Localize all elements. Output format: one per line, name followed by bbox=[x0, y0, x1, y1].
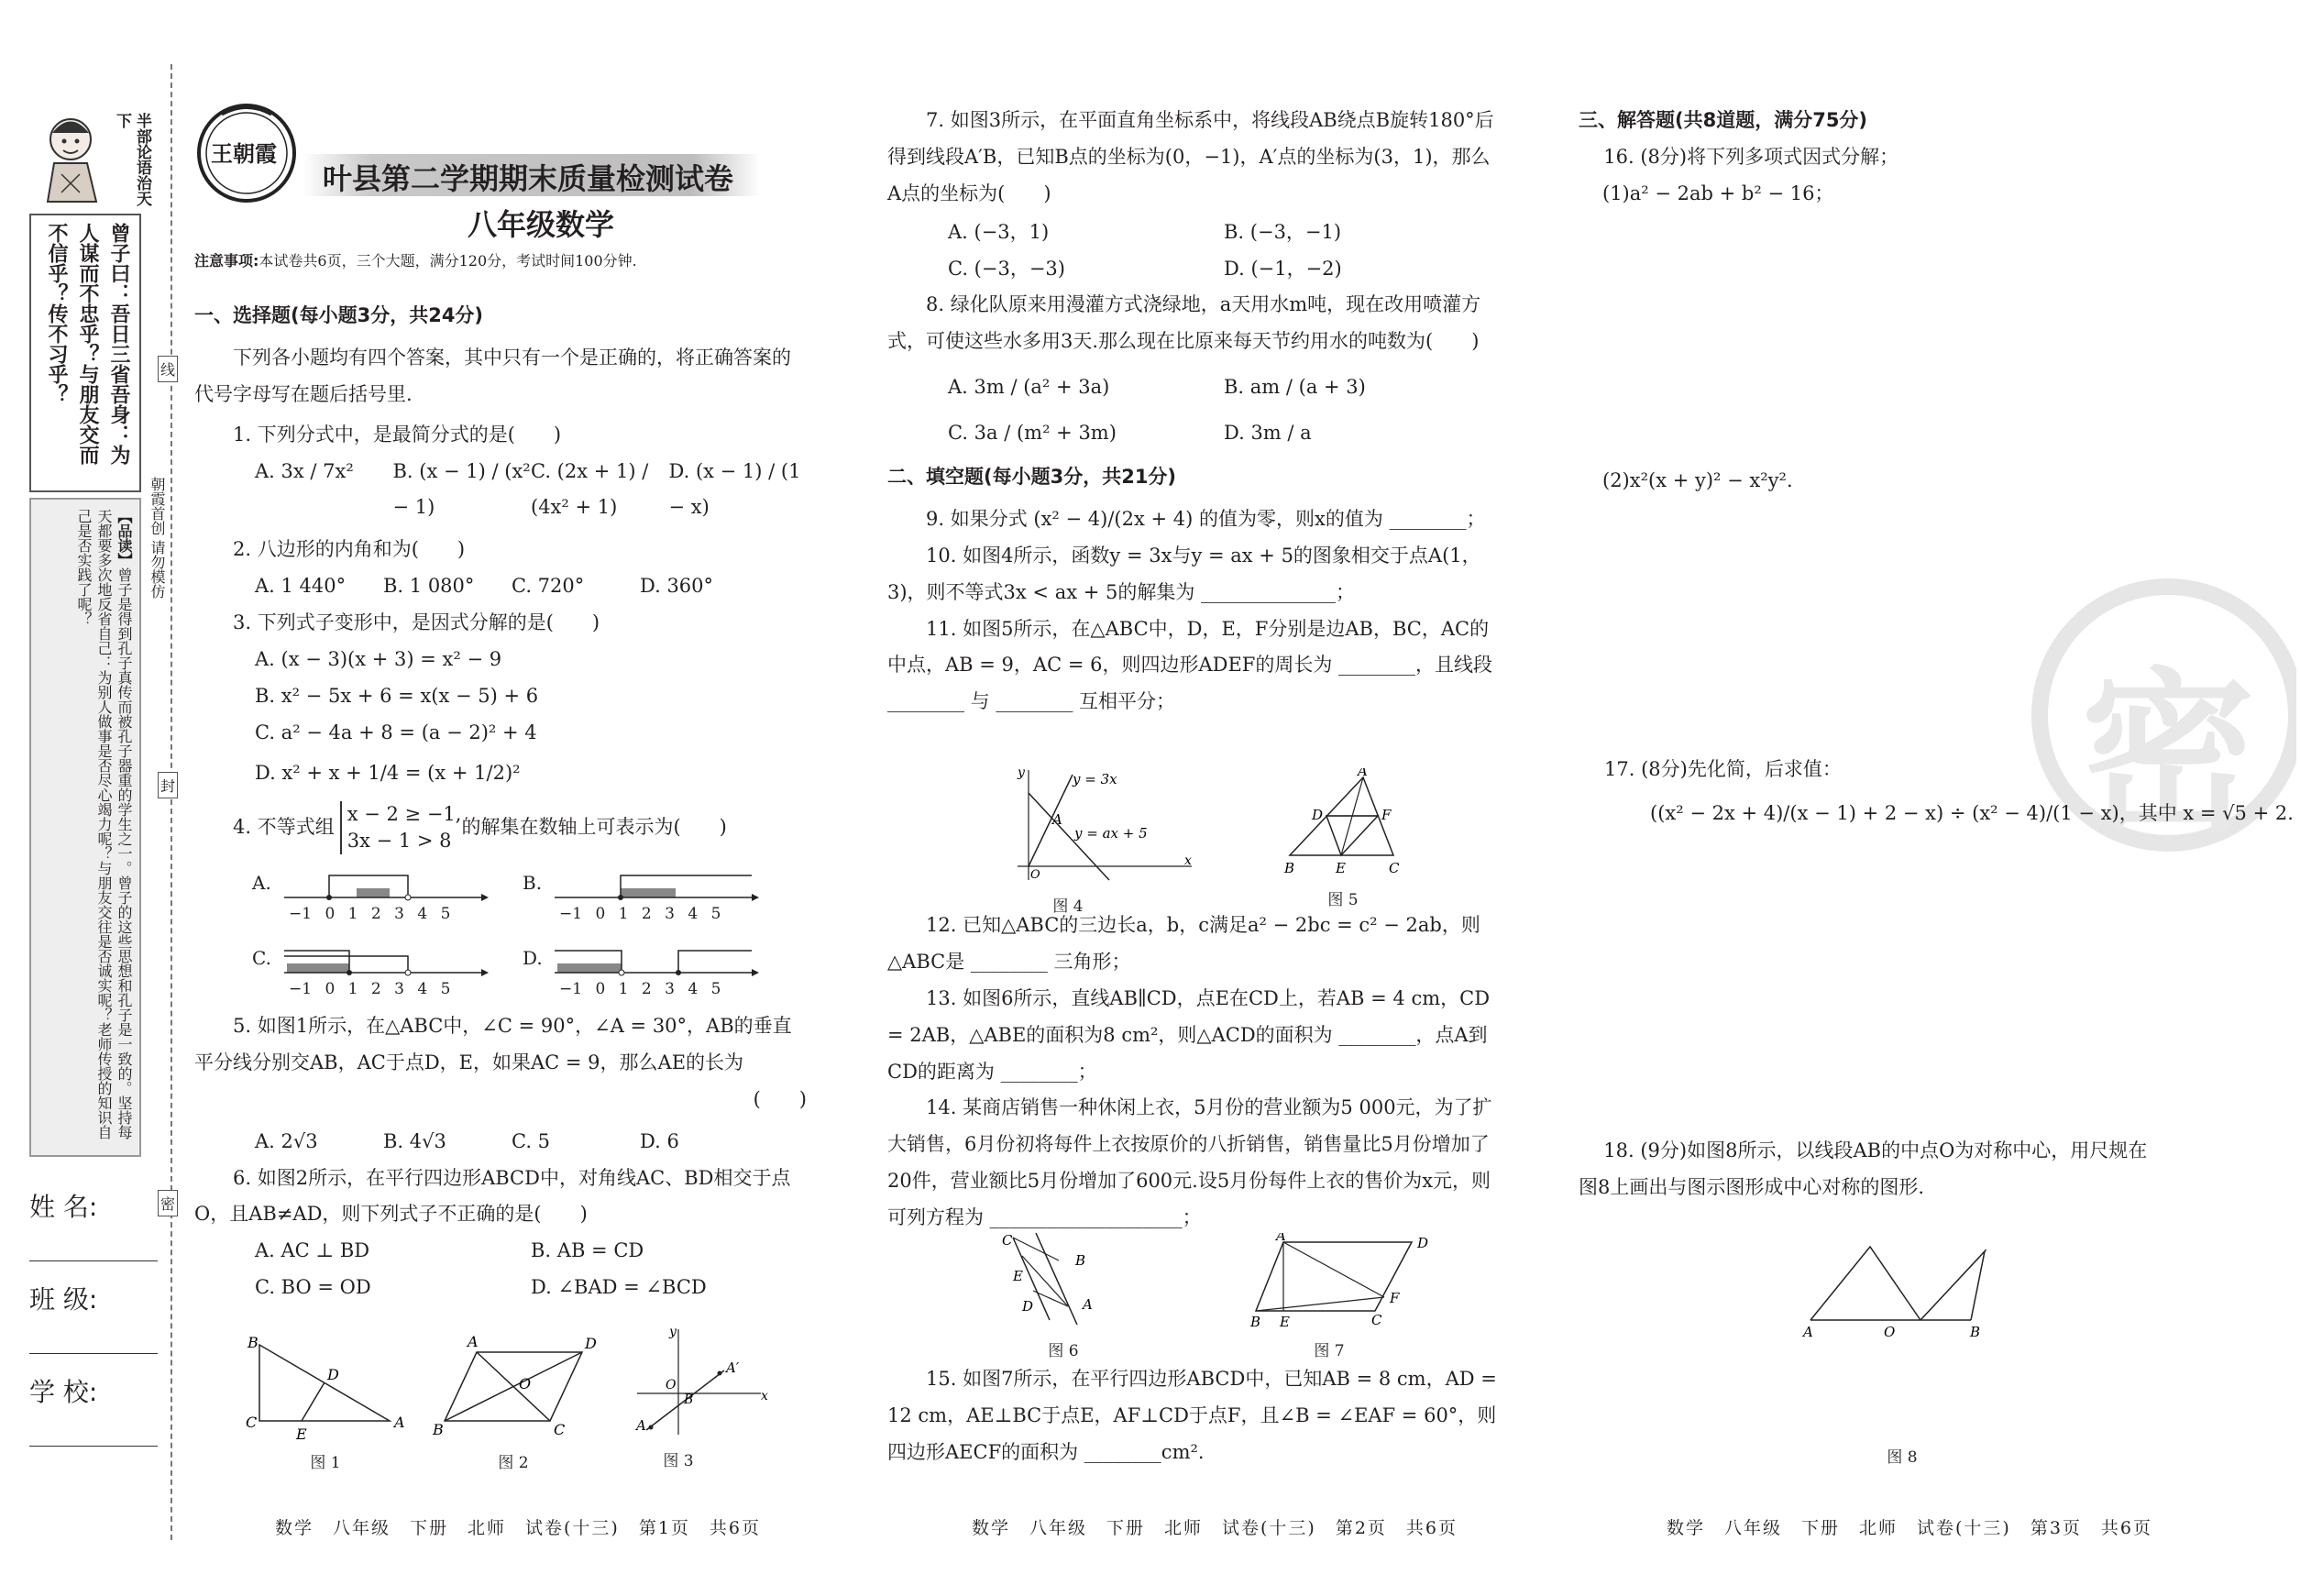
page2-body-2 bbox=[887, 908, 1500, 1237]
q8-option-a[interactable]: A. 3m / (a² + 3a) bbox=[948, 376, 1110, 399]
svg-text:A: A bbox=[1803, 1324, 1813, 1338]
fig2-parallelogram bbox=[431, 1334, 596, 1444]
student-info bbox=[29, 1187, 158, 1447]
fig8-shape bbox=[1792, 1238, 2012, 1338]
q5-paren: ( ) bbox=[753, 1087, 807, 1110]
svg-text:B: B bbox=[1250, 1314, 1261, 1330]
q7-option-a[interactable]: A. (−3，1) bbox=[948, 220, 1050, 243]
q4-ticks-a: −1 0 1 2 3 4 5 bbox=[289, 905, 451, 923]
q8-options-row1 bbox=[887, 369, 1500, 406]
svg-text:E: E bbox=[1280, 1314, 1290, 1330]
svg-text:A′: A′ bbox=[726, 1359, 740, 1376]
svg-text:C: C bbox=[554, 1421, 566, 1438]
q4-ticks-c: −1 0 1 2 3 4 5 bbox=[289, 980, 451, 998]
q7-stem: 7. 如图3所示，在平面直角坐标系中，将线段AB绕点B旋转180°后得到线段A′B，已知B点的坐标为(0，−1)，A′点的坐标为(3，1)，那么A点的坐标为( ) bbox=[887, 109, 1494, 204]
q16-part2: (2)x²(x + y)² − x²y². bbox=[1602, 469, 1793, 491]
fig6-caption: 图 6 bbox=[1048, 1342, 1079, 1360]
svg-text:A: A bbox=[1358, 768, 1368, 779]
q1-option-b[interactable]: B. (x − 1) / (x² − 1) bbox=[392, 459, 531, 519]
q1-option-c[interactable]: C. (2x + 1) / (4x² + 1) bbox=[531, 459, 649, 519]
section3-title: 三、解答题(共8道题，满分75分) bbox=[1579, 109, 1868, 131]
q4-label-b: B. bbox=[523, 872, 543, 894]
q7-option-b[interactable]: B. (−3，−1) bbox=[1224, 220, 1342, 243]
svg-text:D: D bbox=[1312, 807, 1324, 823]
svg-text:x: x bbox=[761, 1389, 768, 1403]
pindu-text bbox=[73, 509, 134, 1146]
q14: 14. 某商店销售一种休闲上衣，5月份的营业额为5 000元，为了扩大销售，6月份初将每件上衣按原价的八折销售，销售量比5月份增加了20件，营业额比5月份增加了600元.设5月份每件上衣的售价为x元，则可列方程为 ____________________； bbox=[887, 1096, 1492, 1229]
q3-option-a[interactable]: A. (x − 3)(x + 3) = x² − 9 bbox=[255, 648, 502, 671]
q4-label-c: C. bbox=[252, 947, 271, 969]
fig4-caption: 图 4 bbox=[1052, 897, 1084, 916]
quote-box bbox=[29, 214, 141, 492]
q10: 10. 如图4所示，函数y = 3x与y = ax + 5的图象相交于点A(1，3)，则不等式3x < ax + 5的解集为 ______________； bbox=[887, 544, 1481, 603]
svg-text:D: D bbox=[585, 1335, 596, 1352]
figure-2 bbox=[431, 1334, 596, 1472]
notice bbox=[194, 249, 637, 270]
fig3-caption: 图 3 bbox=[663, 1452, 694, 1470]
name-field[interactable] bbox=[29, 1224, 158, 1261]
q17-expr: ((x² − 2x + 4)/(x − 1) + 2 − x) ÷ (x² − 4)/(1 − x)，其中 x = √5 + 2. bbox=[1650, 802, 2294, 824]
seal-char-1: 线 bbox=[158, 356, 178, 382]
q6-option-d[interactable]: D. ∠BAD = ∠BCD bbox=[531, 1276, 707, 1299]
fig1-triangle bbox=[243, 1334, 408, 1444]
footer-page1: 数学 八年级 下册 北师 试卷(十三) 第1页 共6页 bbox=[275, 1518, 762, 1538]
svg-text:B: B bbox=[248, 1334, 259, 1351]
q8-option-d[interactable]: D. 3m / a bbox=[1224, 422, 1312, 445]
q12: 12. 已知△ABC的三边长a，b，c满足a² − 2bc = c² − 2ab，则△ABC是 ________ 三角形； bbox=[887, 914, 1480, 973]
q4-label-d: D. bbox=[523, 947, 543, 969]
svg-text:C: C bbox=[1371, 1312, 1382, 1328]
q9: 9. 如果分式 (x² − 4)/(2x + 4) 的值为零，则x的值为 ________； bbox=[926, 507, 1486, 530]
section1-title: 一、选择题(每小题3分，共24分) bbox=[194, 304, 484, 326]
q2-option-b[interactable]: B. 1 080° bbox=[383, 575, 475, 598]
class-field[interactable] bbox=[29, 1316, 158, 1354]
q4-stem-post: 的解集在数轴上可表示为( ) bbox=[461, 816, 727, 839]
fig5-triangle bbox=[1279, 768, 1407, 883]
svg-text:D: D bbox=[1022, 1298, 1034, 1315]
svg-text:A: A bbox=[1052, 811, 1062, 828]
motto-top: 半部论语治天下 bbox=[113, 113, 151, 206]
fig8-caption: 图 8 bbox=[1887, 1448, 1918, 1467]
q1-option-a[interactable]: A. 3x / 7x² bbox=[255, 459, 354, 482]
exam-title: 叶县第二学期期末质量检测试卷 bbox=[323, 161, 734, 196]
q5-options bbox=[194, 1124, 768, 1161]
svg-text:B: B bbox=[684, 1392, 694, 1407]
figure-7 bbox=[1247, 1233, 1448, 1360]
q1-options bbox=[194, 454, 807, 527]
svg-text:B: B bbox=[1075, 1252, 1086, 1269]
sage-cartoon bbox=[34, 110, 112, 206]
svg-text:F: F bbox=[1390, 1290, 1400, 1306]
q6-option-c[interactable]: C. BO = OD bbox=[255, 1276, 371, 1299]
q7-option-d[interactable]: D. (−1，−2) bbox=[1224, 257, 1342, 280]
q16-part1: (1)a² − 2ab + b² − 16； bbox=[1602, 182, 1834, 204]
binding-line bbox=[171, 64, 172, 1540]
pindu-box bbox=[29, 498, 141, 1157]
q7-options-row2 bbox=[887, 251, 1500, 288]
q18: 18. (9分)如图8所示，以线段AB的中点O为对称中心，用尺规在图8上画出与图示图形成中心对称的图形. bbox=[1579, 1139, 2148, 1198]
sidebar bbox=[29, 105, 149, 1160]
q8-option-c[interactable]: C. 3a / (m² + 3m) bbox=[948, 422, 1117, 445]
svg-text:D: D bbox=[1417, 1235, 1429, 1251]
section2-title: 二、填空题(每小题3分，共21分) bbox=[887, 466, 1177, 489]
q4-stem bbox=[194, 801, 807, 855]
q4-ticks-d: −1 0 1 2 3 4 5 bbox=[559, 980, 721, 998]
svg-text:x: x bbox=[1184, 853, 1192, 868]
svg-text:y: y bbox=[1018, 765, 1025, 780]
page1-body-2 bbox=[194, 1008, 807, 1306]
q4-system bbox=[340, 801, 462, 855]
pindu-body: 曾子是得到孔子真传而被孔子器重的学生之一。曾子的这些思想和孔子是一致的。坚持每天都要多次地反省自己：为别人做事是否尽心竭力呢？与朋友交往是否诚实呢？老师传授的知识自己是否实践了呢？ bbox=[75, 509, 133, 1139]
svg-text:y = 3x: y = 3x bbox=[1073, 771, 1117, 787]
svg-text:y: y bbox=[669, 1325, 677, 1339]
footer-page2: 数学 八年级 下册 北师 试卷(十三) 第2页 共6页 bbox=[972, 1518, 1458, 1538]
figure-6 bbox=[995, 1228, 1132, 1360]
svg-text:A: A bbox=[394, 1414, 405, 1431]
fig5-caption: 图 5 bbox=[1327, 891, 1359, 909]
q2-option-d[interactable]: D. 360° bbox=[640, 575, 714, 598]
q6-options-row1 bbox=[194, 1233, 807, 1270]
figure-4 bbox=[1008, 765, 1192, 916]
q5-stem: 5. 如图1所示，在△ABC中，∠C = 90°，∠A = 30°，AB的垂直平分线分别交AB，AC于点D，E，如果AC = 9，那么AE的长为 bbox=[194, 1015, 792, 1073]
section1-intro: 下列各小题均有四个答案，其中只有一个是正确的，将正确答案的代号字母写在题后括号里. bbox=[194, 346, 791, 405]
q3-stem: 3. 下列式子变形中，是因式分解的是( ) bbox=[233, 611, 600, 634]
svg-text:F: F bbox=[1381, 807, 1392, 823]
q2-stem: 2. 八边形的内角和为( ) bbox=[233, 538, 466, 561]
svg-text:B: B bbox=[1284, 860, 1295, 876]
q3-option-d[interactable]: D. x² + x + 1/4 = (x + 1/2)² bbox=[255, 761, 521, 784]
q2-options bbox=[194, 568, 768, 605]
q2-option-c[interactable]: C. 720° bbox=[512, 575, 585, 598]
q2-option-a[interactable]: A. 1 440° bbox=[255, 575, 347, 598]
q8-option-b[interactable]: B. am / (a + 3) bbox=[1224, 376, 1366, 399]
q5-option-b[interactable]: B. 4√3 bbox=[383, 1129, 446, 1152]
school-label: 学 校: bbox=[29, 1377, 98, 1407]
svg-text:O: O bbox=[1884, 1324, 1896, 1338]
q6-stem: 6. 如图2所示，在平行四边形ABCD中，对角线AC、BD相交于点O，且AB≠AD，则下列式子不正确的是( ) bbox=[194, 1166, 791, 1226]
q3-option-b[interactable]: B. x² − 5x + 6 = x(x − 5) + 6 bbox=[255, 684, 539, 707]
svg-text:E: E bbox=[1013, 1268, 1023, 1284]
svg-text:O: O bbox=[519, 1375, 532, 1392]
q17: 17. (8分)先化简，后求值： bbox=[1604, 758, 1842, 780]
q5-option-d[interactable]: D. 6 bbox=[640, 1129, 679, 1152]
fig3-coordinate bbox=[623, 1325, 770, 1444]
logo-text: 王朝霞 bbox=[211, 140, 277, 167]
q8-options-row2 bbox=[887, 415, 1500, 452]
q4-ineq2: 3x − 1 > 8 bbox=[347, 829, 452, 852]
q6-options-row2 bbox=[194, 1270, 807, 1306]
svg-text:D: D bbox=[327, 1366, 339, 1383]
svg-text:A: A bbox=[1276, 1233, 1286, 1244]
q5-option-c[interactable]: C. 5 bbox=[512, 1129, 551, 1152]
svg-text:C: C bbox=[246, 1414, 258, 1431]
header-logo bbox=[194, 101, 300, 206]
q6-option-a[interactable]: A. AC ⊥ BD bbox=[255, 1239, 370, 1262]
seal-char-3: 密 bbox=[158, 1190, 178, 1216]
q16: 16. (8分)将下列多项式因式分解； bbox=[1603, 145, 1899, 168]
fig4-graph bbox=[1008, 765, 1192, 889]
page2-body bbox=[887, 103, 1500, 721]
q4-ticks-b: −1 0 1 2 3 4 5 bbox=[559, 905, 721, 923]
svg-text:O: O bbox=[666, 1378, 677, 1392]
q1-option-d[interactable]: D. (x − 1) / (1 − x) bbox=[668, 459, 801, 519]
page2-body-3 bbox=[887, 1361, 1500, 1471]
class-label: 班 级: bbox=[29, 1284, 98, 1315]
exam-subtitle: 八年级数学 bbox=[468, 207, 615, 242]
footer-page3: 数学 八年级 下册 北师 试卷(十三) 第3页 共6页 bbox=[1667, 1518, 2153, 1538]
fig2-caption: 图 2 bbox=[498, 1454, 529, 1472]
q13: 13. 如图6所示，直线AB∥CD，点E在CD上，若AB = 4 cm，CD = 2AB，△ABE的面积为8 cm²，则△ACD的面积为 ________，点A到CD的距离为 ________； bbox=[887, 986, 1491, 1083]
q8-stem: 8. 绿化队原来用漫灌方式浇绿地，a天用水m吨，现在改用喷灌方式，可使这些水多用3天.那么现在比原来每天节约用水的吨数为( ) bbox=[887, 293, 1481, 353]
q7-options-row1 bbox=[887, 215, 1500, 251]
copyright-note: 朝霞首创 请勿模仿 bbox=[149, 477, 166, 600]
q7-option-c[interactable]: C. (−3，−3) bbox=[948, 257, 1065, 280]
watermark-char: 密 bbox=[2081, 653, 2256, 855]
q4-label-a: A. bbox=[252, 872, 271, 894]
fig7-caption: 图 7 bbox=[1314, 1342, 1345, 1360]
svg-text:B: B bbox=[1970, 1324, 1981, 1338]
q4-numberlines bbox=[252, 866, 784, 1004]
svg-text:E: E bbox=[296, 1425, 307, 1443]
figure-3 bbox=[623, 1325, 770, 1470]
q15: 15. 如图7所示，在平行四边形ABCD中，已知AB = 8 cm，AD = 12 cm，AE⊥BC于点E，AF⊥CD于点F，且∠B = ∠EAF = 60°，则四边形AECF的面积为 ________cm². bbox=[887, 1368, 1497, 1463]
school-field[interactable] bbox=[29, 1409, 158, 1447]
q3-option-c[interactable]: C. a² − 4a + 8 = (a − 2)² + 4 bbox=[255, 721, 537, 743]
figure-5 bbox=[1279, 768, 1407, 909]
page3-body bbox=[1579, 103, 2165, 213]
fig7-parallelogram bbox=[1247, 1233, 1448, 1334]
q11: 11. 如图5所示，在△ABC中，D，E，F分别是边AB，BC，AC的中点，AB = 9，AC = 6，则四边形ADEF的周长为 ________，且线段 ________ 与 ________ 互相平分； bbox=[887, 617, 1493, 713]
name-label: 姓 名: bbox=[29, 1192, 98, 1222]
fig6-parallel-lines bbox=[995, 1228, 1114, 1334]
svg-text:C: C bbox=[1389, 860, 1400, 876]
notice-label: 注意事项: bbox=[194, 252, 259, 270]
svg-text:A: A bbox=[636, 1417, 646, 1434]
svg-text:B: B bbox=[433, 1421, 444, 1438]
q1-stem: 1. 下列分式中，是最简分式的是( ) bbox=[233, 423, 562, 446]
q4-stem-pre: 4. 不等式组 bbox=[233, 816, 335, 839]
svg-text:A: A bbox=[1083, 1296, 1093, 1313]
pindu-label: 【品读】 bbox=[116, 509, 133, 567]
page1-body bbox=[194, 298, 807, 854]
quote-text: 曾子曰：吾日三省吾身：为人谋而不忠乎？与朋友交而不信乎？传不习乎？ bbox=[45, 223, 130, 465]
svg-text:O: O bbox=[1030, 868, 1040, 882]
seal-char-2: 封 bbox=[158, 772, 178, 798]
q5-option-a[interactable]: A. 2√3 bbox=[255, 1129, 318, 1152]
svg-text:C: C bbox=[1002, 1232, 1013, 1249]
svg-text:y = ax + 5: y = ax + 5 bbox=[1074, 825, 1148, 842]
notice-text: 本试卷共6页，三个大题，满分120分，考试时间100分钟. bbox=[259, 252, 637, 270]
svg-text:A: A bbox=[468, 1334, 479, 1350]
q6-option-b[interactable]: B. AB = CD bbox=[531, 1239, 644, 1262]
figure-1 bbox=[243, 1334, 408, 1472]
q4-ineq1: x − 2 ≥ −1, bbox=[347, 802, 462, 825]
svg-text:E: E bbox=[1336, 860, 1346, 876]
sage-icon bbox=[34, 110, 112, 206]
fig1-caption: 图 1 bbox=[310, 1454, 341, 1472]
figure-8 bbox=[1792, 1238, 2012, 1342]
